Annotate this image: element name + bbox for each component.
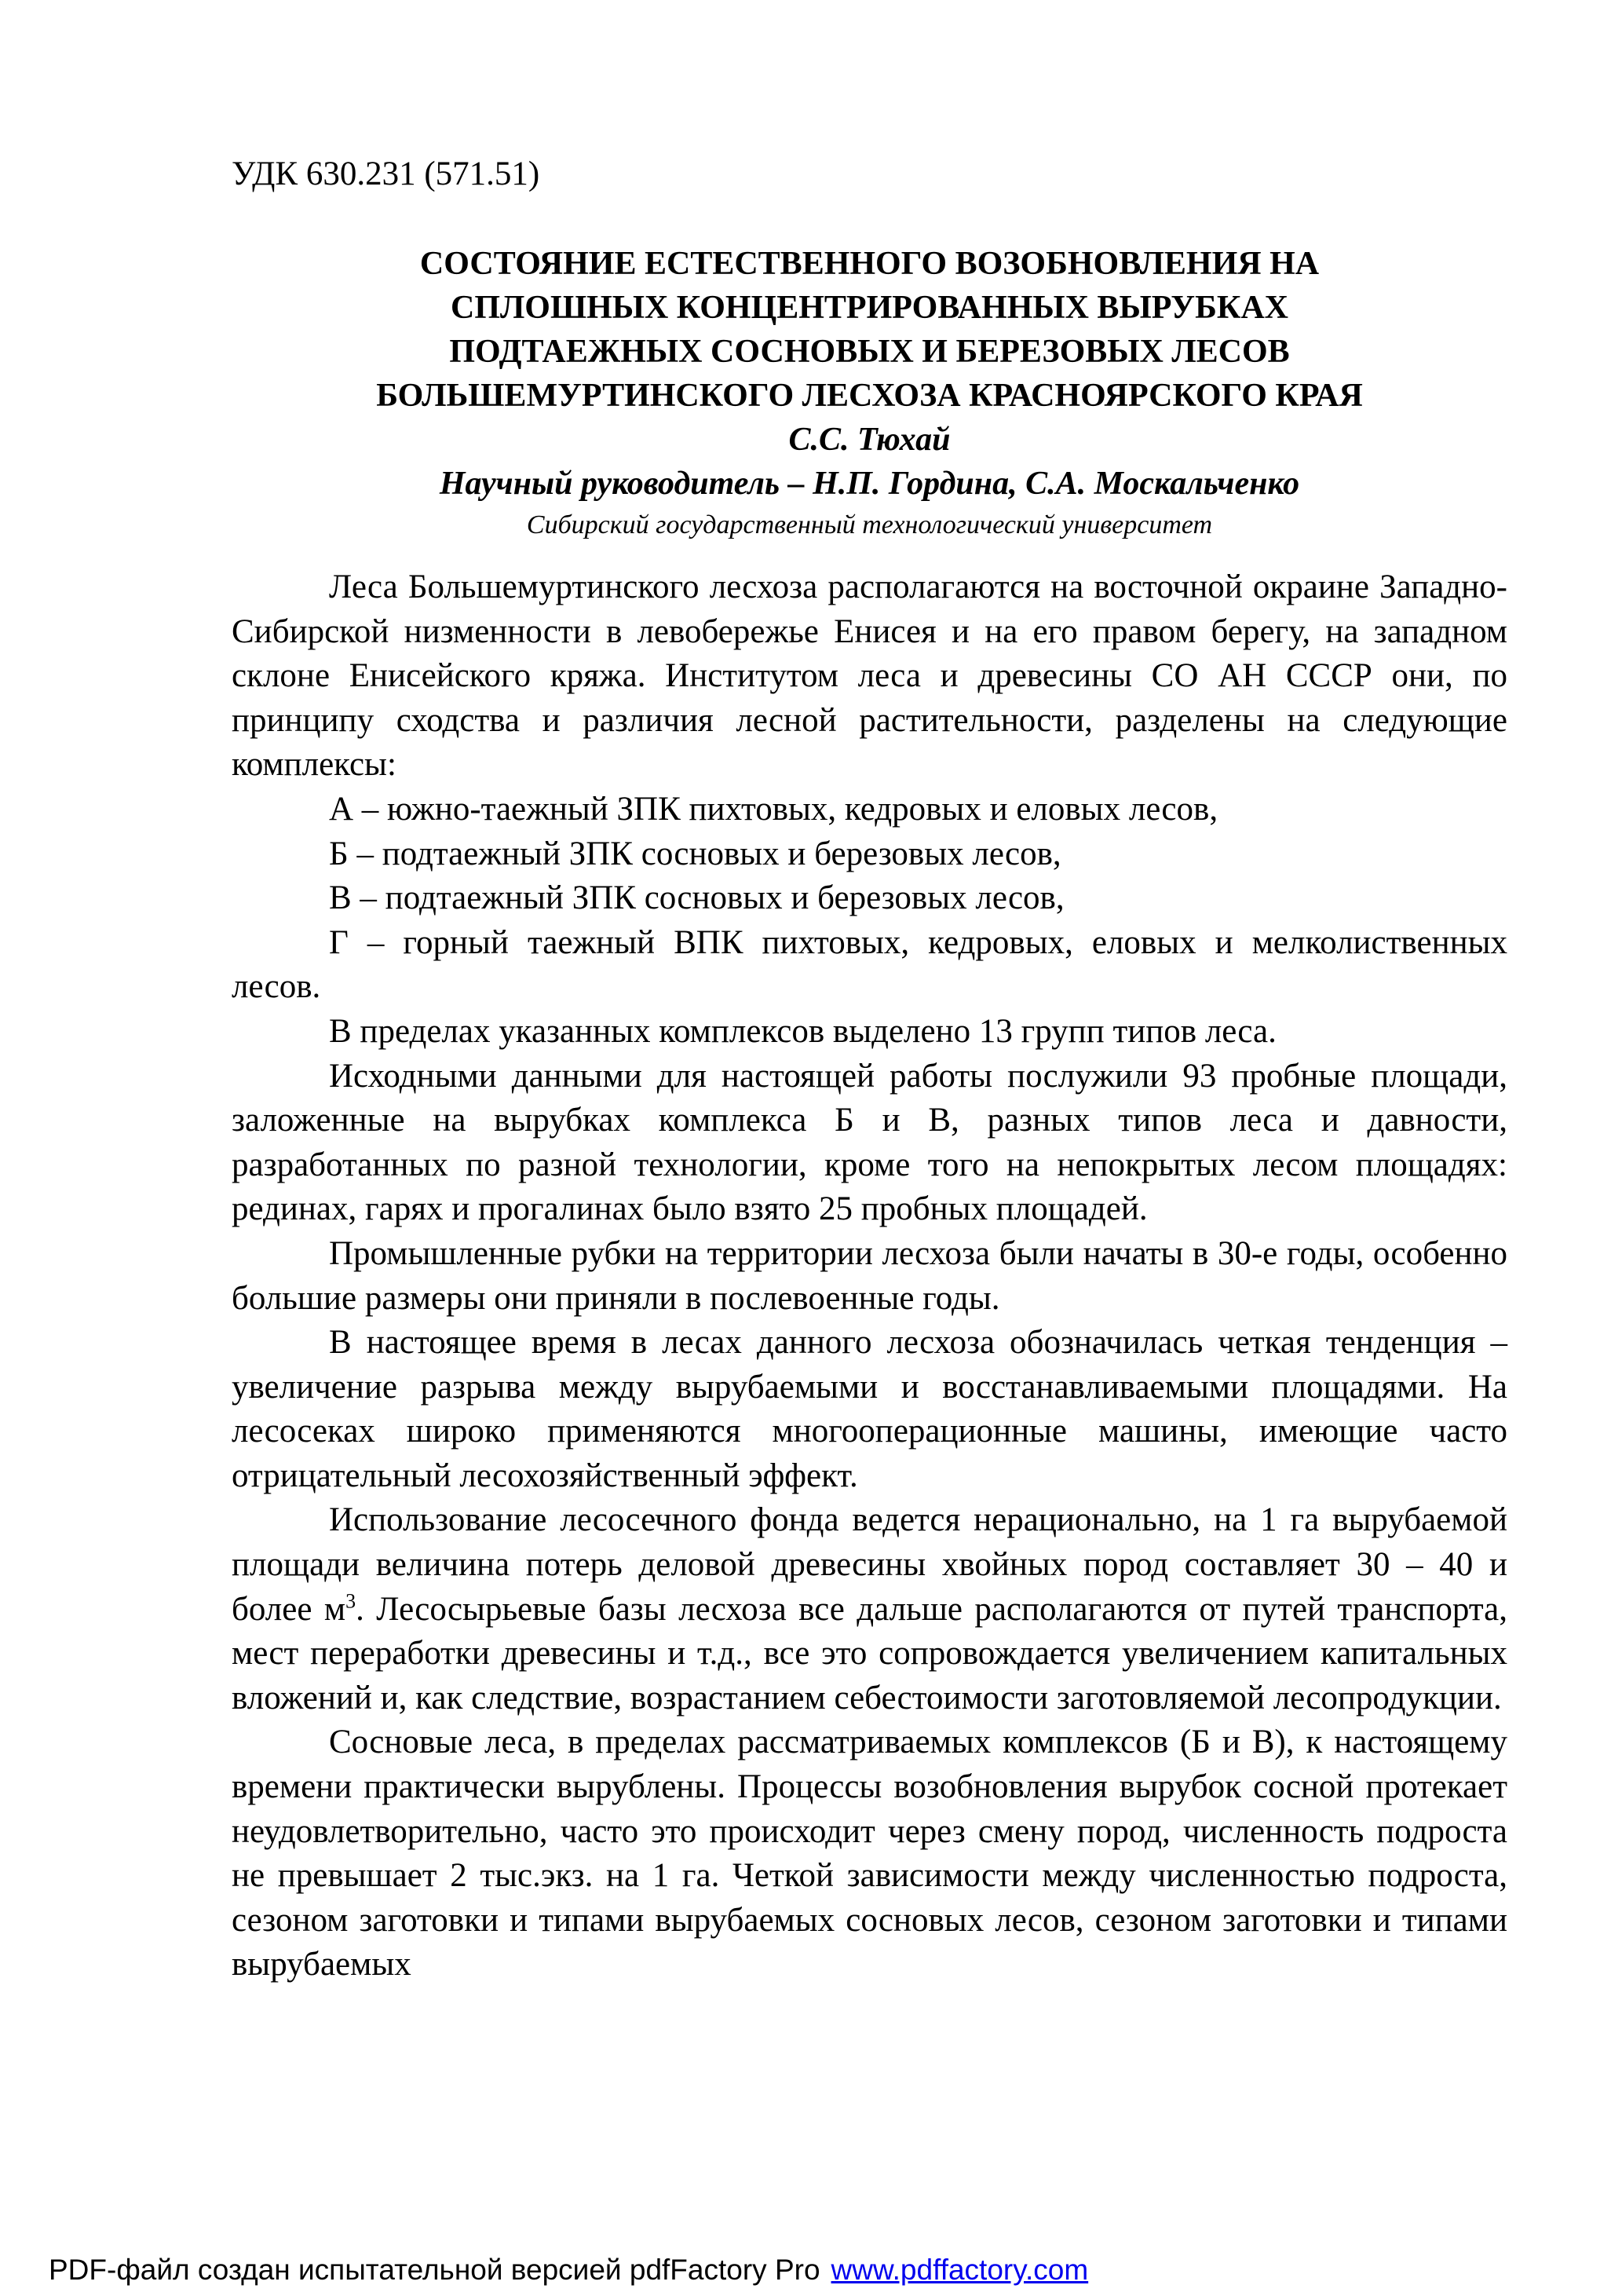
affiliation: Сибирский государственный технологический университет	[526, 510, 1213, 539]
paragraph-timber-losses	[232, 1498, 1507, 1720]
footer-text: PDF-файл создан испытательной версией pdfFactory Pro	[49, 2254, 820, 2286]
supervisor-line: Научный руководитель – Н.П. Гордина, С.А. Москальченко	[439, 466, 1300, 502]
paragraph-pine-forests: Сосновые леса, в пределах рассматриваемых комплексов (Б и В), к настоящему времени практически вырублены. Процессы возобновления вырубок сосной протекает неудовлетворительно, часто это происходит через смену пород, численность подроста не превышает 2 тыс.экз. на 1 га. Четкой зависимости между численностью подроста, сезоном заготовки и типами вырубаемых сосновых лесов, сезоном заготовки и типами вырубаемых	[232, 1724, 1507, 1983]
paragraph-current-trend: В настоящее время в лесах данного лесхоза обозначилась четкая тенденция – увеличение разрыва между вырубаемыми и восстанавливаемыми площадями. На лесосеках широко применяются многооперационные машины, имеющие часто отрицательный лесохозяйственный эффект.	[232, 1324, 1507, 1494]
list-item-a: А – южно-таежный ЗПК пихтовых, кедровых и еловых лесов,	[329, 790, 1218, 828]
pdf-footer	[49, 2252, 1088, 2288]
body-text	[232, 565, 1507, 1987]
losses-text-end: . Лесосырьевые базы лесхоза все дальше располагаются от путей транспорта, мест переработки древесины и т.д., все это сопровождается увеличением капитальных вложений и, как следствие, возрастанием себестоимости заготовляемой лесопродукции.	[232, 1590, 1507, 1717]
title-line-1: СОСТОЯНИЕ ЕСТЕСТВЕННОГО ВОЗОБНОВЛЕНИЯ НА	[419, 246, 1320, 282]
author-name: С.С. Тюхай	[788, 422, 951, 458]
title-line-2: СПЛОШНЫХ КОНЦЕНТРИРОВАННЫХ ВЫРУБКАХ	[450, 290, 1289, 326]
list-item-b: Б – подтаежный ЗПК сосновых и березовых лесов,	[329, 835, 1061, 872]
cubic-superscript: 3	[345, 1589, 356, 1613]
title-block	[232, 242, 1507, 545]
paragraph-industrial-logging: Промышленные рубки на территории лесхоза были начаты в 30-е годы, особенно большие размеры они приняли в послевоенные годы.	[232, 1234, 1507, 1317]
list-item-g: Г – горный таежный ВПК пихтовых, кедровых, еловых и мелколиственных лесов.	[232, 923, 1507, 1006]
title-line-3: ПОДТАЕЖНЫХ СОСНОВЫХ И БЕРЕЗОВЫХ ЛЕСОВ	[449, 334, 1290, 370]
losses-text-start: Использование лесосечного фонда ведется нерационально, на 1 га вырубаемой площади величина потерь деловой древесины хвойных пород составляет 30 – 40 и более м	[232, 1501, 1507, 1628]
list-item-v: В – подтаежный ЗПК сосновых и березовых лесов,	[329, 879, 1065, 917]
paragraph-groups: В пределах указанных комплексов выделено 13 групп типов леса.	[329, 1012, 1277, 1050]
pdffactory-link[interactable]: www.pdffactory.com	[831, 2254, 1089, 2286]
udk-code: УДК 630.231 (571.51)	[232, 155, 540, 192]
paragraph-source-data: Исходными данными для настоящей работы послужили 93 пробные площади, заложенные на вырубках комплекса Б и В, разных типов леса и давности, разработанных по разной технологии, кроме того на непокрытых лесом площадях: рединах, гарях и прогалинах было взято 25 пробных площадей.	[232, 1057, 1507, 1228]
paragraph-intro: Леса Большемуртинского лесхоза располагаются на восточной окраине Западно-Сибирской низменности в левобережье Енисея и на его правом берегу, на западном склоне Енисейского кряжа. Институтом леса и древесины СО АН СССР они, по принципу сходства и различия лесной растительности, разделены на следующие комплексы:	[232, 569, 1507, 784]
title-line-4: БОЛЬШЕМУРТИНСКОГО ЛЕСХОЗА КРАСНОЯРСКОГО КРАЯ	[376, 378, 1363, 414]
